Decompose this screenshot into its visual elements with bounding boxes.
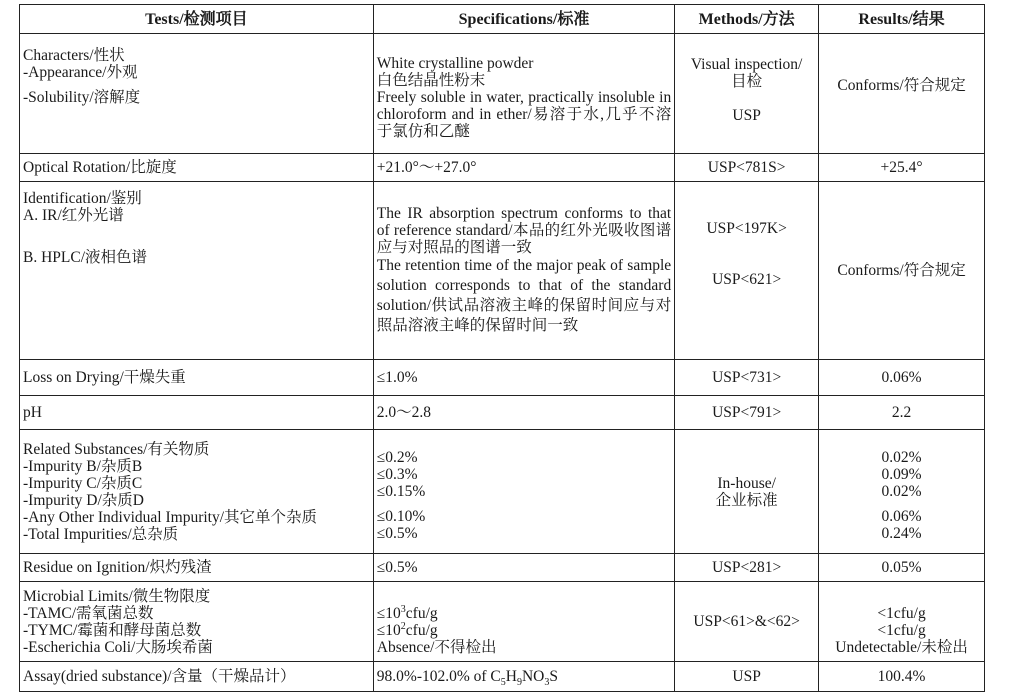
residue-on-ignition-method: USP<281> bbox=[675, 554, 819, 582]
ir-method: USP<197K> bbox=[706, 219, 787, 237]
residue-on-ignition-result: 0.05% bbox=[819, 554, 985, 582]
loss-on-drying-method: USP<731> bbox=[675, 360, 819, 396]
identification-row bbox=[20, 182, 985, 360]
hplc-label: B. HPLC/液相色谱 bbox=[23, 249, 148, 266]
microbial-method: USP<61>&<62> bbox=[675, 582, 819, 662]
hplc-spec: The retention time of the major peak of sample solution corresponds to that of the standard solution/供试品溶液主峰的保留时间应与对照品溶液主峰的保留时间一致 bbox=[376, 257, 672, 334]
header-row bbox=[20, 5, 985, 34]
optical-rotation-row bbox=[20, 154, 985, 182]
residue-on-ignition-row bbox=[20, 554, 985, 582]
identification-spec-cell bbox=[373, 182, 674, 360]
in-house-method-cn: 企业标准 bbox=[715, 491, 778, 509]
characters-row bbox=[20, 34, 985, 154]
impurity-c-result: 0.09% bbox=[881, 466, 922, 483]
microbial-title: Microbial Limits/微生物限度 bbox=[23, 587, 211, 605]
microbial-test-cell bbox=[20, 582, 374, 662]
ir-label: A. IR/红外光谱 bbox=[23, 207, 124, 224]
assay-method: USP bbox=[675, 662, 819, 692]
total-impurities-label: -Total Impurities/总杂质 bbox=[23, 525, 179, 543]
tymc-label: -TYMC/霉菌和酵母菌总数 bbox=[23, 621, 202, 639]
related-substances-test-cell bbox=[20, 430, 374, 554]
appearance-spec-cn: 白色结晶性粉末 bbox=[376, 72, 486, 89]
visual-method-en: Visual inspection/ bbox=[690, 55, 803, 73]
ph-result: 2.2 bbox=[819, 396, 985, 430]
assay-result: 100.4% bbox=[819, 662, 985, 692]
impurity-d-label: -Impurity D/杂质D bbox=[23, 491, 144, 509]
characters-title: Characters/性状 bbox=[23, 47, 125, 64]
total-impurities-result: 0.24% bbox=[881, 525, 922, 542]
identification-title: Identification/鉴别 bbox=[23, 190, 142, 207]
optical-rotation-method: USP<781S> bbox=[675, 154, 819, 182]
visual-method-cn: 目检 bbox=[731, 72, 763, 90]
impurity-b-result: 0.02% bbox=[881, 449, 922, 466]
loss-on-drying-result: 0.06% bbox=[819, 360, 985, 396]
residue-on-ignition-test: Residue on Ignition/炽灼残渣 bbox=[20, 554, 374, 582]
ecoli-label: -Escherichia Coli/大肠埃希菌 bbox=[23, 638, 213, 656]
ecoli-spec: Absence/不得检出 bbox=[376, 638, 497, 656]
optical-rotation-result: +25.4° bbox=[819, 154, 985, 182]
related-substances-method-cell bbox=[675, 430, 819, 554]
impurity-c-spec: ≤0.3% bbox=[376, 466, 418, 483]
ir-spec: The IR absorption spectrum conforms to that of reference standard/本品的红外光吸收图谱应与对照品的图谱一致 bbox=[376, 205, 672, 256]
impurity-b-label: -Impurity B/杂质B bbox=[23, 457, 143, 475]
impurity-d-spec: ≤0.15% bbox=[376, 483, 426, 500]
related-substances-spec-cell bbox=[373, 430, 674, 554]
optical-rotation-spec: +21.0°～+27.0° bbox=[373, 154, 674, 182]
loss-on-drying-row bbox=[20, 360, 985, 396]
header-results: Results/结果 bbox=[819, 5, 985, 34]
loss-on-drying-test: Loss on Drying/干燥失重 bbox=[20, 360, 374, 396]
ph-method: USP<791> bbox=[675, 396, 819, 430]
appearance-spec-en: White crystalline powder bbox=[376, 55, 534, 72]
ph-row bbox=[20, 396, 985, 430]
assay-test: Assay(dried substance)/含量（干燥品计） bbox=[20, 662, 374, 692]
tamc-result: <1cfu/g bbox=[877, 604, 926, 622]
microbial-limits-row bbox=[20, 582, 985, 662]
tamc-spec: $\le 10^3cfu/g$ bbox=[376, 603, 438, 622]
related-substances-result-cell bbox=[819, 430, 985, 554]
other-impurity-result: 0.06% bbox=[881, 508, 922, 525]
impurity-d-result: 0.02% bbox=[881, 483, 922, 500]
tamc-label: -TAMC/需氧菌总数 bbox=[23, 604, 154, 622]
ecoli-result: Undetectable/未检出 bbox=[835, 638, 968, 656]
appearance-label: -Appearance/外观 bbox=[23, 64, 138, 81]
characters-test-cell bbox=[20, 34, 374, 154]
characters-spec-cell bbox=[373, 34, 674, 154]
identification-test-cell bbox=[20, 182, 374, 360]
solubility-method: USP bbox=[732, 106, 761, 124]
header-specifications: Specifications/标准 bbox=[373, 5, 674, 34]
optical-rotation-test: Optical Rotation/比旋度 bbox=[20, 154, 374, 182]
hplc-method: USP<621> bbox=[712, 270, 782, 288]
related-substances-row bbox=[20, 430, 985, 554]
related-substances-title: Related Substances/有关物质 bbox=[23, 440, 210, 458]
tymc-spec: $\le 10^2cfu/g$ bbox=[376, 620, 438, 639]
characters-result: Conforms/符合规定 bbox=[837, 76, 966, 94]
microbial-spec-cell bbox=[373, 582, 674, 662]
header-tests: Tests/检测项目 bbox=[20, 5, 374, 34]
identification-result: Conforms/符合规定 bbox=[819, 182, 985, 360]
characters-result-cell bbox=[819, 34, 985, 154]
tymc-result: <1cfu/g bbox=[877, 621, 926, 639]
ph-spec: 2.0～2.8 bbox=[373, 396, 674, 430]
microbial-result-cell bbox=[819, 582, 985, 662]
loss-on-drying-spec: ≤1.0% bbox=[373, 360, 674, 396]
solubility-spec: Freely soluble in water, practically insoluble in chloroform and in ether/易溶于水,几乎不溶于氯仿和乙醚 bbox=[376, 89, 672, 140]
residue-on-ignition-spec: ≤0.5% bbox=[373, 554, 674, 582]
ph-test: pH bbox=[20, 396, 374, 430]
characters-method-cell bbox=[675, 34, 819, 154]
in-house-method-en: In-house/ bbox=[717, 474, 776, 492]
solubility-label: -Solubility/溶解度 bbox=[23, 89, 141, 106]
impurity-b-spec: ≤0.2% bbox=[376, 449, 418, 466]
other-impurity-label: -Any Other Individual Impurity/其它单个杂质 bbox=[23, 508, 318, 526]
assay-row bbox=[20, 662, 985, 692]
assay-spec: 98.0%-102.0% of $C_5H_9NO_3S$ bbox=[373, 662, 674, 692]
total-impurities-spec: ≤0.5% bbox=[376, 525, 418, 542]
header-methods: Methods/方法 bbox=[675, 5, 819, 34]
coa-table bbox=[19, 4, 985, 692]
impurity-c-label: -Impurity C/杂质C bbox=[23, 474, 143, 492]
other-impurity-spec: ≤0.10% bbox=[376, 508, 426, 525]
identification-method-cell bbox=[675, 182, 819, 360]
